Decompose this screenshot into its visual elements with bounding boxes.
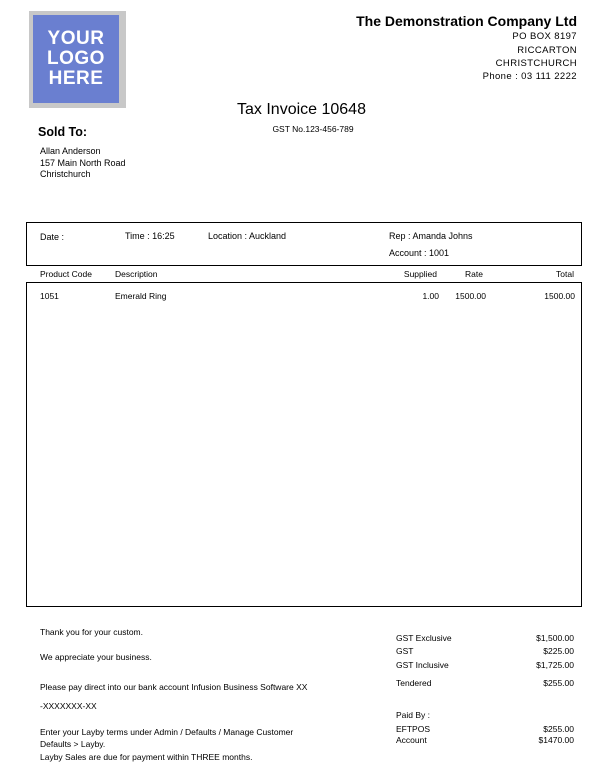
customer-city: Christchurch <box>40 169 91 179</box>
sold-to-heading: Sold To: <box>38 125 88 139</box>
header-product-code: Product Code <box>40 269 92 279</box>
invoice-date: Date : <box>40 232 65 242</box>
gst-label: GST <box>396 646 414 656</box>
header-supplied: Supplied <box>403 269 437 279</box>
customer-name: Allan Anderson <box>40 146 101 156</box>
paid-by-label: Paid By : <box>396 710 431 720</box>
gst-inclusive-value: $1,725.00 <box>536 660 574 670</box>
logo-line: YOUR <box>47 28 105 49</box>
appreciation-note: We appreciate your business. <box>40 652 152 662</box>
header-total: Total <box>556 269 574 279</box>
gst-number: GST No.123-456-789 <box>272 124 354 134</box>
company-name: The Demonstration Company Ltd <box>356 13 577 29</box>
invoice-time: Time : 16:25 <box>125 231 175 241</box>
invoice-rep: Rep : Amanda Johns <box>389 231 473 241</box>
customer-address: 157 Main North Road <box>40 158 126 168</box>
eftpos-value: $255.00 <box>543 724 574 734</box>
item-product-code: 1051 <box>40 291 59 301</box>
layby-note: Defaults > Layby. <box>40 739 106 749</box>
header-rate: Rate <box>465 269 483 279</box>
bank-account-number: -XXXXXXX-XX <box>40 701 97 711</box>
tendered-value: $255.00 <box>543 678 574 688</box>
company-phone: Phone : 03 111 2222 <box>482 71 577 82</box>
company-address-line: CHRISTCHURCH <box>495 58 577 69</box>
company-logo <box>29 11 126 108</box>
invoice-info-box <box>26 222 582 266</box>
logo-line: LOGO <box>47 48 105 69</box>
eftpos-label: EFTPOS <box>396 724 431 734</box>
item-rate: 1500.00 <box>455 291 486 301</box>
thanks-note: Thank you for your custom. <box>40 627 143 637</box>
company-address-line: PO BOX 8197 <box>512 31 577 42</box>
invoice-location: Location : Auckland <box>208 231 287 241</box>
item-supplied: 1.00 <box>422 291 439 301</box>
account-payment-value: $1470.00 <box>538 735 574 745</box>
line-items-box <box>26 282 582 607</box>
gst-exclusive-value: $1,500.00 <box>536 633 574 643</box>
tendered-label: Tendered <box>396 678 432 688</box>
company-address-line: RICCARTON <box>517 45 577 56</box>
logo-line: HERE <box>48 68 104 89</box>
item-total: 1500.00 <box>544 291 575 301</box>
logo-placeholder <box>33 15 119 103</box>
gst-inclusive-label: GST Inclusive <box>396 660 449 670</box>
layby-note: Layby Sales are due for payment within THREE months. <box>40 752 253 762</box>
gst-value: $225.00 <box>543 646 574 656</box>
gst-exclusive-label: GST Exclusive <box>396 633 452 643</box>
layby-note: Enter your Layby terms under Admin / Defaults / Manage Customer <box>40 727 294 737</box>
item-description: Emerald Ring <box>115 291 167 301</box>
account-payment-label: Account <box>396 735 427 745</box>
header-description: Description <box>115 269 158 279</box>
invoice-title: Tax Invoice 10648 <box>237 101 366 118</box>
invoice-account: Account : 1001 <box>389 248 450 258</box>
bank-note: Please pay direct into our bank account Infusion Business Software XX <box>40 682 308 692</box>
